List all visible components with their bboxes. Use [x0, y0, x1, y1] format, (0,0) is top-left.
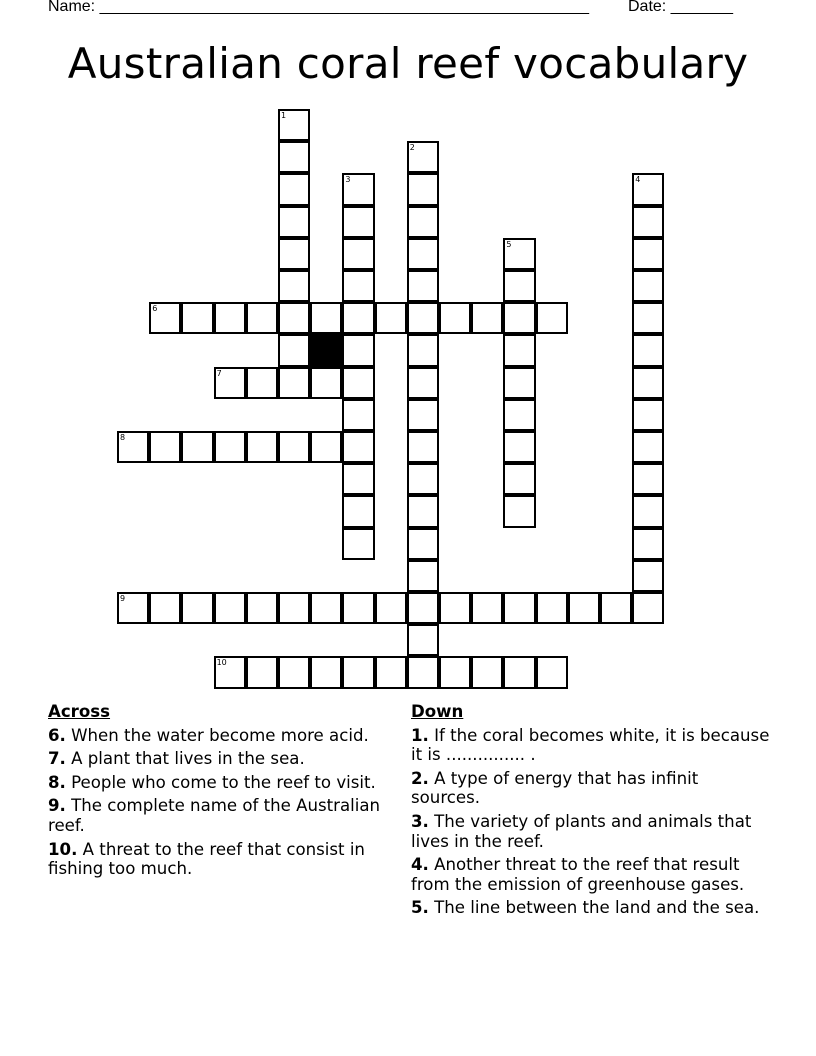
grid-cell[interactable] [407, 592, 439, 624]
grid-cell[interactable] [181, 431, 213, 463]
grid-cell[interactable] [503, 592, 535, 624]
grid-cell[interactable] [149, 431, 181, 463]
grid-cell[interactable] [342, 206, 374, 238]
grid-cell[interactable] [278, 656, 310, 688]
clue-number: 10 [216, 658, 227, 668]
grid-cell[interactable] [117, 431, 149, 463]
name-field-label[interactable]: Name: _______________________________________________________ [48, 0, 589, 15]
grid-cell[interactable] [536, 302, 568, 334]
grid-cell[interactable] [536, 592, 568, 624]
grid-cell[interactable] [342, 367, 374, 399]
clue-number: 9 [120, 594, 126, 603]
grid-cell[interactable] [407, 656, 439, 688]
grid-cell[interactable] [214, 656, 246, 688]
grid-cell[interactable] [181, 592, 213, 624]
grid-cell[interactable] [632, 431, 664, 463]
grid-cell[interactable] [278, 592, 310, 624]
grid-cell[interactable] [632, 495, 664, 527]
grid-cell[interactable] [407, 173, 439, 205]
grid-cell[interactable] [342, 270, 374, 302]
grid-cell[interactable] [214, 431, 246, 463]
grid-cell[interactable] [600, 592, 632, 624]
across-clue-10: 10. A threat to the reef that consist in fishing too much. [48, 839, 365, 879]
grid-cell[interactable] [503, 302, 535, 334]
grid-cell[interactable] [632, 302, 664, 334]
grid-cell[interactable] [149, 592, 181, 624]
grid-cell[interactable] [310, 431, 342, 463]
date-field-label[interactable]: Date: _______ [628, 0, 733, 15]
grid-cell[interactable] [407, 495, 439, 527]
grid-cell[interactable] [568, 592, 600, 624]
down-clue-3: 3. The variety of plants and animals that lives in the reef. [411, 811, 752, 851]
grid-cell[interactable] [214, 592, 246, 624]
grid-cell[interactable] [632, 270, 664, 302]
grid-cell[interactable] [632, 367, 664, 399]
grid-cell[interactable] [278, 173, 310, 205]
grid-cell[interactable] [407, 270, 439, 302]
grid-cell[interactable] [342, 528, 374, 560]
grid-cell[interactable] [342, 399, 374, 431]
clue-number: 3 [345, 175, 351, 185]
grid-cell[interactable] [439, 656, 471, 688]
grid-cell[interactable] [117, 592, 149, 624]
clue-number: 4 [635, 175, 641, 185]
grid-cell[interactable] [503, 463, 535, 495]
grid-cell[interactable] [503, 495, 535, 527]
grid-cell[interactable] [632, 173, 664, 205]
grid-cell[interactable] [278, 367, 310, 399]
across-clue-8: 8. People who come to the reef to visit. [48, 772, 376, 792]
grid-cell[interactable] [214, 302, 246, 334]
grid-cell[interactable] [407, 206, 439, 238]
grid-cell[interactable] [181, 302, 213, 334]
black-cell [310, 334, 342, 366]
page-title: Australian coral reef vocabulary [67, 39, 749, 88]
grid-cell[interactable] [632, 463, 664, 495]
grid-cell[interactable] [632, 399, 664, 431]
grid-cell[interactable] [407, 367, 439, 399]
grid-cell[interactable] [342, 302, 374, 334]
down-clue-5: 5. The line between the land and the sea. [411, 898, 760, 918]
grid-cell[interactable] [342, 431, 374, 463]
grid-cell[interactable] [375, 656, 407, 688]
grid-cell[interactable] [407, 560, 439, 592]
grid-cell[interactable] [632, 206, 664, 238]
grid-cell[interactable] [246, 431, 278, 463]
grid-cell[interactable] [503, 334, 535, 366]
across-clue-6: 6. When the water become more acid. [48, 725, 369, 745]
grid-cell[interactable] [278, 431, 310, 463]
grid-cell[interactable] [246, 367, 278, 399]
grid-cell[interactable] [632, 592, 664, 624]
clue-number: 6 [152, 304, 158, 314]
grid-cell[interactable] [149, 302, 181, 334]
grid-cell[interactable] [342, 463, 374, 495]
grid-cell[interactable] [278, 109, 310, 141]
grid-cell[interactable] [439, 302, 471, 334]
grid-cell[interactable] [407, 302, 439, 334]
grid-cell[interactable] [246, 592, 278, 624]
grid-cell[interactable] [503, 270, 535, 302]
grid-cell[interactable] [503, 238, 535, 270]
grid-cell[interactable] [503, 431, 535, 463]
grid-cell[interactable] [407, 399, 439, 431]
grid-cell[interactable] [503, 399, 535, 431]
grid-cell[interactable] [342, 495, 374, 527]
clue-number: 1 [281, 111, 287, 120]
grid-cell[interactable] [342, 592, 374, 624]
grid-cell[interactable] [503, 656, 535, 688]
grid-cell[interactable] [310, 592, 342, 624]
across-clue-7: 7. A plant that lives in the sea. [48, 749, 305, 769]
grid-cell[interactable] [246, 302, 278, 334]
grid-cell[interactable] [278, 270, 310, 302]
grid-cell[interactable] [278, 302, 310, 334]
grid-cell[interactable] [342, 334, 374, 366]
down-clue-2: 2. A type of energy that has infinit sources. [411, 768, 699, 808]
grid-cell[interactable] [375, 302, 407, 334]
grid-cell[interactable] [632, 334, 664, 366]
grid-cell[interactable] [246, 656, 278, 688]
grid-cell[interactable] [439, 592, 471, 624]
grid-cell[interactable] [407, 334, 439, 366]
across-clues [48, 702, 398, 883]
grid-cell[interactable] [407, 141, 439, 173]
grid-cell[interactable] [471, 592, 503, 624]
grid-cell[interactable] [278, 206, 310, 238]
grid-cell[interactable] [407, 238, 439, 270]
grid-cell[interactable] [407, 431, 439, 463]
grid-cell[interactable] [503, 367, 535, 399]
down-clue-4: 4. Another threat to the reef that result from the emission of greenhouse gases. [411, 855, 745, 894]
grid-cell[interactable] [214, 367, 246, 399]
grid-cell[interactable] [278, 141, 310, 173]
grid-cell[interactable] [407, 624, 439, 656]
clue-number: 5 [506, 239, 512, 249]
clue-number: 7 [216, 368, 222, 378]
grid-cell[interactable] [310, 302, 342, 334]
grid-cell[interactable] [632, 238, 664, 270]
grid-cell[interactable] [278, 334, 310, 366]
grid-cell[interactable] [342, 238, 374, 270]
grid-cell[interactable] [278, 238, 310, 270]
down-heading: Down [411, 702, 464, 721]
grid-cell[interactable] [632, 528, 664, 560]
grid-cell[interactable] [407, 463, 439, 495]
clue-number: 8 [120, 433, 126, 442]
grid-cell[interactable] [310, 656, 342, 688]
across-clue-9: 9. The complete name of the Australian reef. [48, 796, 381, 835]
grid-cell[interactable] [536, 656, 568, 688]
grid-cell[interactable] [471, 656, 503, 688]
across-heading: Across [48, 702, 111, 721]
grid-cell[interactable] [407, 528, 439, 560]
grid-cell[interactable] [342, 656, 374, 688]
clue-number: 2 [409, 143, 415, 153]
down-clues [411, 702, 771, 922]
grid-cell[interactable] [632, 560, 664, 592]
grid-cell[interactable] [342, 173, 374, 205]
grid-cell[interactable] [310, 367, 342, 399]
grid-cell[interactable] [471, 302, 503, 334]
grid-cell[interactable] [375, 592, 407, 624]
down-clue-1: 1. If the coral becomes white, it is because it is ............... . [411, 725, 770, 765]
